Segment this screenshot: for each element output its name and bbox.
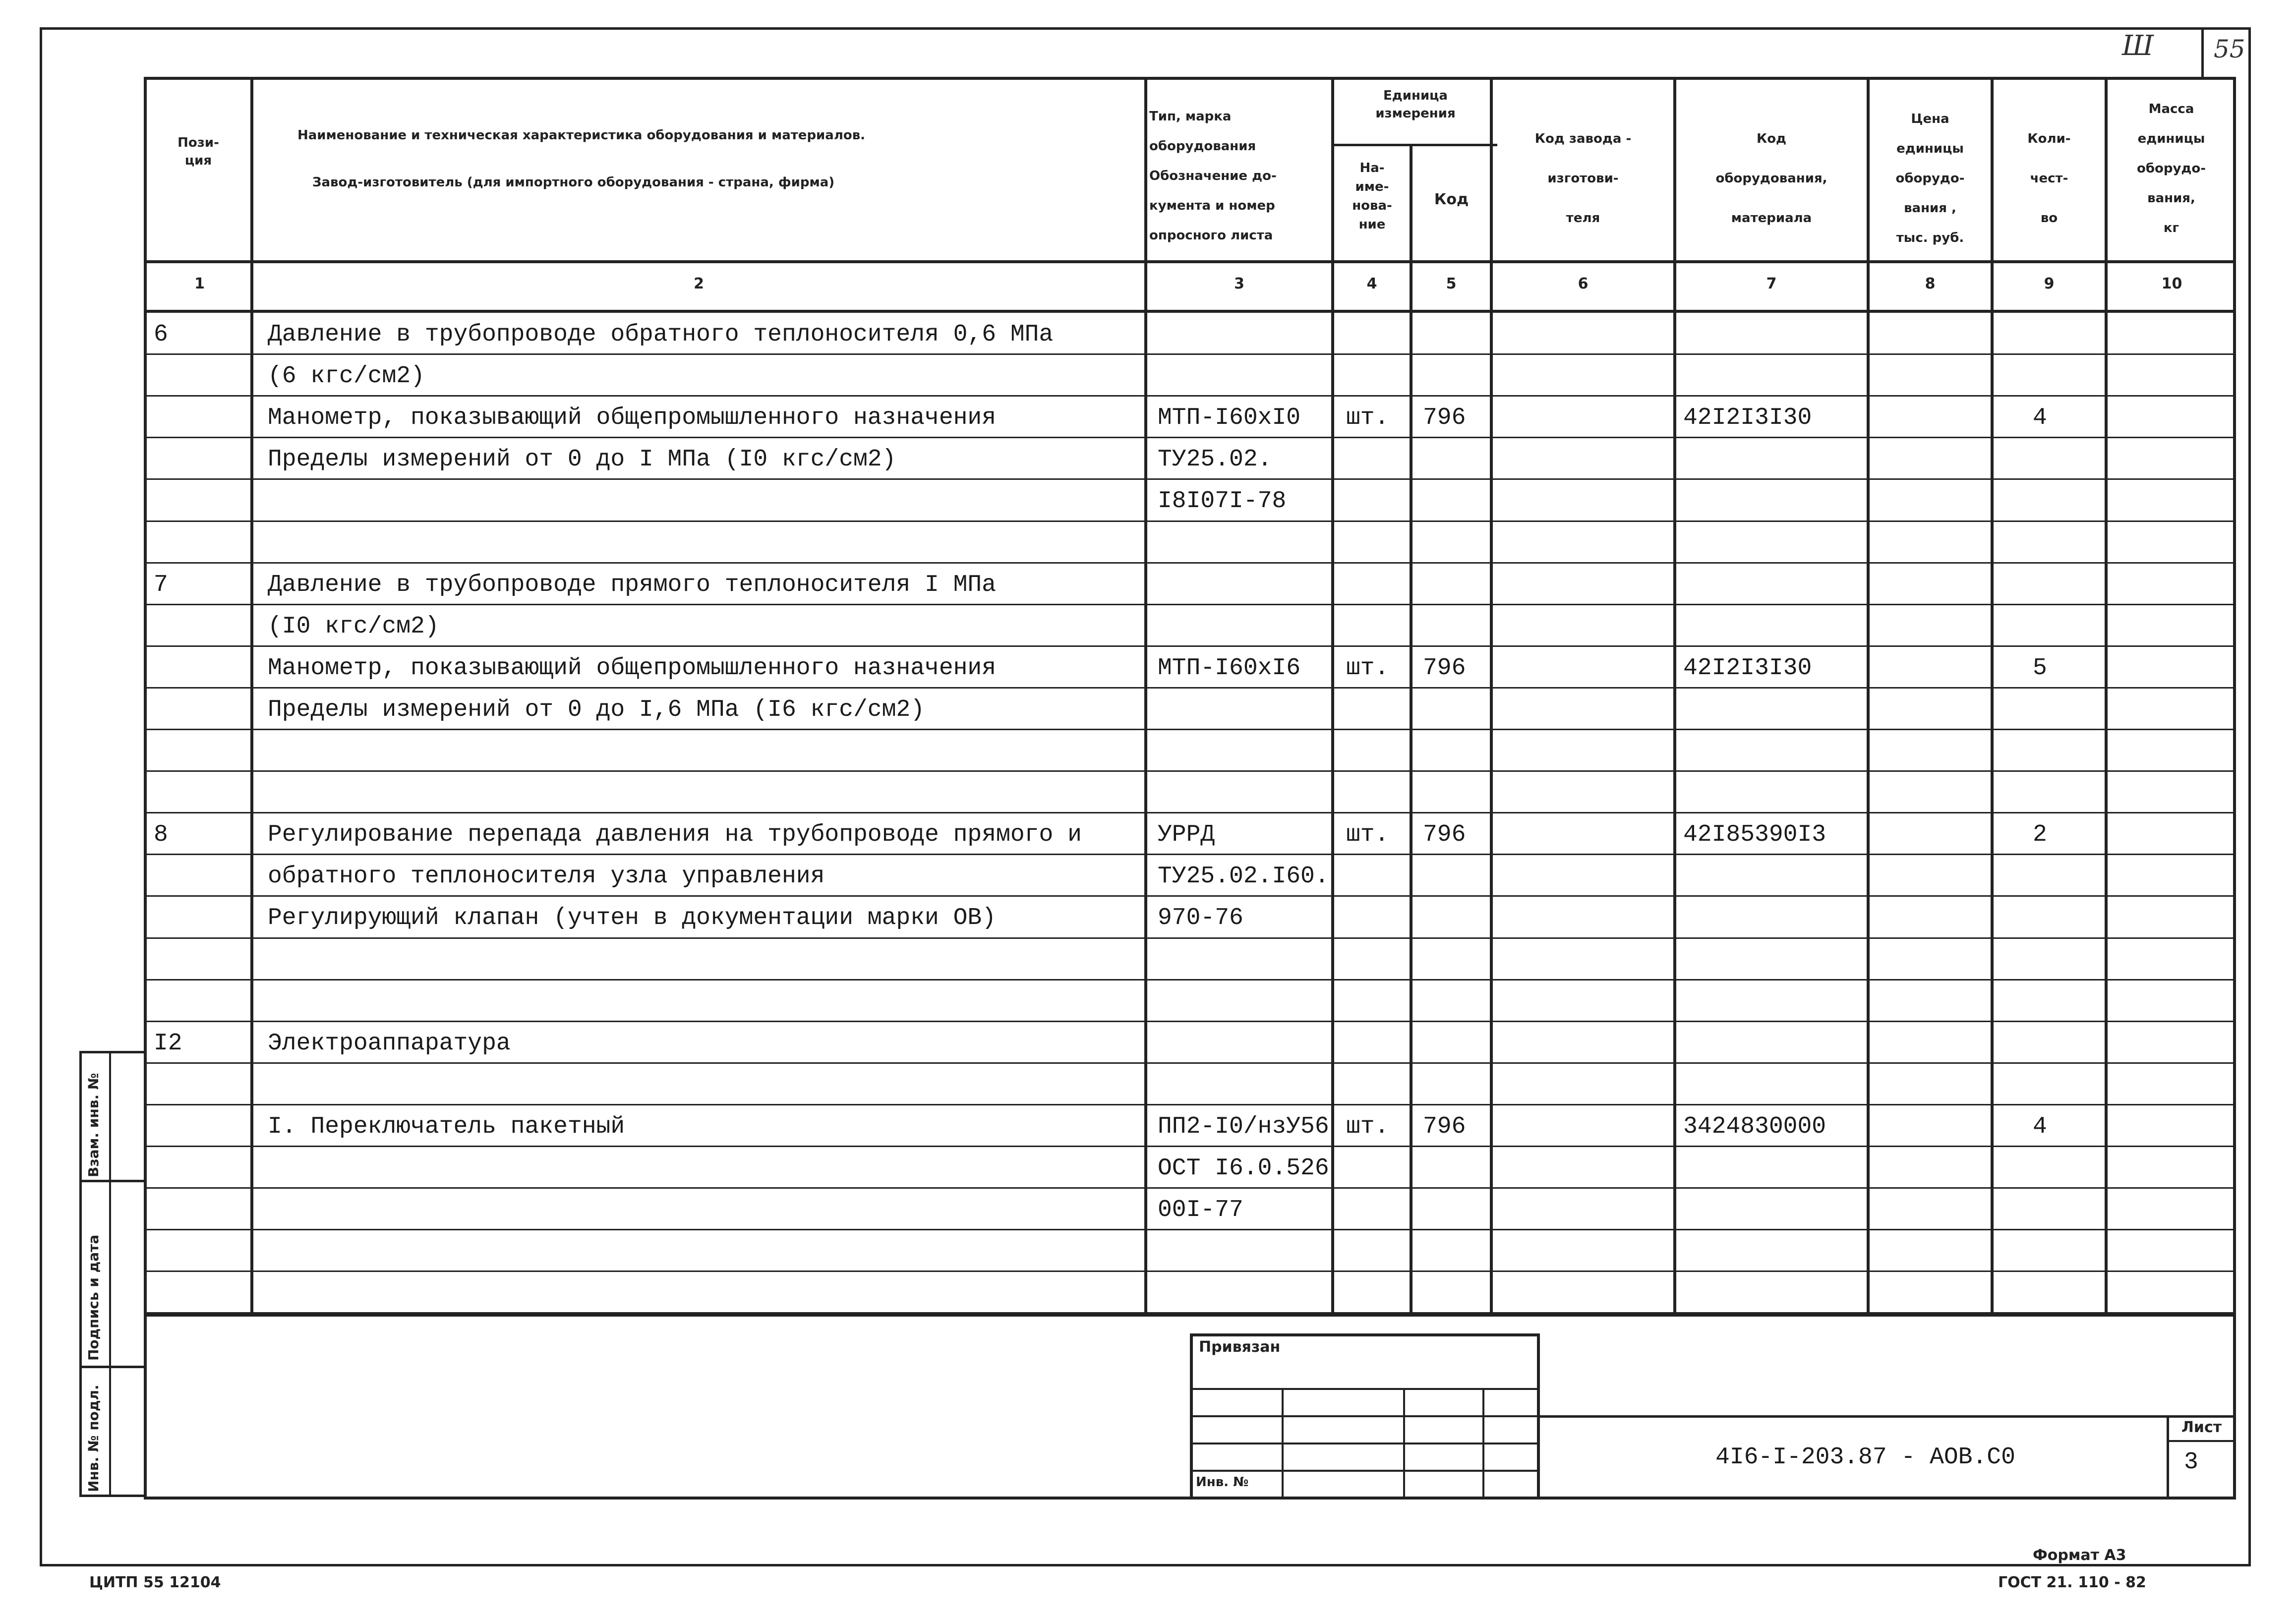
row-separator bbox=[144, 604, 2236, 605]
cell-equipment-code: 3424830000 bbox=[1683, 1113, 1826, 1140]
colnum-10: 10 bbox=[2161, 275, 2182, 292]
stamp-bound-col-3 bbox=[1482, 1388, 1484, 1500]
header-position: Пози- ция bbox=[177, 135, 219, 168]
row-separator bbox=[144, 854, 2236, 855]
cell-unit-code: 796 bbox=[1423, 654, 1466, 682]
cell-equipment-code: 42I2I3I30 bbox=[1683, 404, 1812, 432]
sheet-number: 3 bbox=[2184, 1449, 2198, 1476]
stamp-bound-row-2 bbox=[1190, 1415, 1539, 1417]
row-separator bbox=[144, 1187, 2236, 1189]
cell-name: Пределы измерений от 0 до I МПа (I0 кгс/см2) bbox=[268, 446, 896, 473]
row-separator bbox=[144, 1104, 2236, 1105]
cell-type: МТП-I60хI0 bbox=[1158, 404, 1301, 432]
cell-type: 00I-77 bbox=[1158, 1197, 1243, 1224]
colnum-bottom-line bbox=[144, 310, 2236, 313]
row-separator bbox=[144, 437, 2236, 438]
row-separator bbox=[144, 937, 2236, 939]
cell-name: Давление в трубопроводе обратного теплоносителя 0,6 МПа bbox=[268, 321, 1054, 348]
footer-index: ЦИТП 55 12104 bbox=[89, 1574, 221, 1591]
cell-type: ТУ25.02. bbox=[1158, 446, 1272, 473]
stamp-bound-row-4 bbox=[1190, 1470, 1539, 1472]
stamp-bound-row-3 bbox=[1190, 1443, 1539, 1444]
col-line-8 bbox=[1991, 77, 1994, 1314]
cell-type: I8I07I-78 bbox=[1158, 488, 1287, 515]
cell-equipment-code: 42I85390I3 bbox=[1683, 821, 1826, 849]
stamp-bound-col-2 bbox=[1403, 1388, 1405, 1500]
row-separator bbox=[144, 1021, 2236, 1022]
colnum-6: 6 bbox=[1578, 275, 1589, 292]
stamp-bound-label: Привязан bbox=[1199, 1338, 1281, 1356]
col-line-2 bbox=[1144, 77, 1147, 1314]
cell-unit-name: шт. bbox=[1346, 1113, 1389, 1140]
cell-name: Давление в трубопроводе прямого теплоносителя I МПа bbox=[268, 571, 997, 598]
colnum-9: 9 bbox=[2044, 275, 2055, 292]
side-strip-mid bbox=[109, 1051, 111, 1497]
side-strip-top bbox=[79, 1051, 146, 1053]
side-strip-bottom bbox=[79, 1495, 146, 1497]
cell-name: Манометр, показывающий общепромышленного назначения bbox=[268, 404, 997, 432]
footer-format: Формат А3 bbox=[2033, 1547, 2126, 1564]
cell-type: ПП2-I0/нзУ56 bbox=[1158, 1113, 1329, 1140]
row-separator bbox=[144, 1270, 2236, 1272]
cell-type: ОСТ I6.0.526 bbox=[1158, 1155, 1329, 1182]
stamp-bound-row-1 bbox=[1190, 1388, 1539, 1390]
header-equipment-code: Код оборудования, материала bbox=[1715, 131, 1827, 226]
row-separator bbox=[144, 895, 2236, 897]
side-strip-div-1 bbox=[79, 1180, 146, 1182]
sheet-mark-page: 55 bbox=[2214, 35, 2245, 63]
footer-gost: ГОСТ 21. 110 - 82 bbox=[1998, 1574, 2146, 1591]
colnum-3: 3 bbox=[1234, 275, 1244, 292]
row-separator bbox=[144, 729, 2236, 730]
col-line-6 bbox=[1673, 77, 1676, 1314]
colnum-8: 8 bbox=[1925, 275, 1936, 292]
stamp-bound-top bbox=[1190, 1333, 1539, 1336]
doc-code-top bbox=[1537, 1415, 2236, 1418]
cell-unit-code: 796 bbox=[1423, 404, 1466, 432]
col-line-5 bbox=[1490, 77, 1493, 1314]
cell-quantity: 4 bbox=[2033, 404, 2047, 432]
row-separator bbox=[144, 520, 2236, 522]
row-separator bbox=[144, 979, 2236, 981]
cell-quantity: 5 bbox=[2033, 654, 2047, 682]
row-separator bbox=[144, 770, 2236, 772]
cell-position: 8 bbox=[154, 821, 168, 849]
cell-position: I2 bbox=[154, 1030, 182, 1057]
side-label-signature-date: Подпись и дата bbox=[85, 1234, 102, 1361]
cell-type: МТП-I60хI6 bbox=[1158, 654, 1301, 682]
col-line-7 bbox=[1867, 77, 1870, 1314]
row-separator bbox=[144, 812, 2236, 813]
colnum-5: 5 bbox=[1446, 275, 1457, 292]
side-strip-left bbox=[79, 1051, 82, 1497]
unit-subheader-line bbox=[1331, 144, 1497, 146]
side-label-replace-inv: Взам. инв. № bbox=[85, 1073, 102, 1177]
header-unit-name: На- име- нова- ние bbox=[1352, 161, 1392, 232]
sheet-label: Лист bbox=[2181, 1419, 2222, 1436]
cell-unit-name: шт. bbox=[1346, 654, 1389, 682]
col-line-9 bbox=[2105, 77, 2108, 1314]
cell-quantity: 2 bbox=[2033, 821, 2047, 849]
header-price: Цена единицы оборудо- вания , тыс. руб. bbox=[1895, 112, 1965, 245]
cell-name: Манометр, показывающий общепромышленного назначения bbox=[268, 654, 997, 682]
row-separator bbox=[144, 687, 2236, 689]
document-code: 4I6-I-203.87 - АОВ.С0 bbox=[1715, 1444, 2015, 1471]
stamp-bound-col-1 bbox=[1282, 1388, 1284, 1500]
row-separator bbox=[144, 1229, 2236, 1230]
row-separator bbox=[144, 478, 2236, 480]
sheet-mark-frame-left bbox=[2201, 27, 2204, 79]
cell-position: 7 bbox=[154, 571, 168, 598]
header-factory-code: Код завода - изготови- теля bbox=[1534, 131, 1632, 226]
sheet-no-box-mid bbox=[2167, 1440, 2236, 1442]
side-label-orig-inv: Инв. № подл. bbox=[85, 1385, 102, 1492]
row-separator bbox=[144, 645, 2236, 647]
colnum-2: 2 bbox=[694, 275, 704, 292]
stamp-inv-label: Инв. № bbox=[1196, 1475, 1249, 1490]
row-separator bbox=[144, 1146, 2236, 1147]
sheet-no-box-left bbox=[2167, 1415, 2169, 1500]
col-line-3 bbox=[1331, 77, 1334, 1314]
cell-name: Электроаппаратура bbox=[268, 1030, 511, 1057]
cell-name: Регулирующий клапан (учтен в документации марки ОВ) bbox=[268, 905, 997, 932]
cell-name: Регулирование перепада давления на трубопроводе прямого и bbox=[268, 821, 1082, 849]
cell-type: ТУ25.02.I60. bbox=[1158, 863, 1329, 890]
cell-unit-code: 796 bbox=[1423, 821, 1466, 849]
header-mass: Масса единицы оборудо- вания, кг bbox=[2136, 102, 2206, 235]
colnum-7: 7 bbox=[1766, 275, 1777, 292]
side-strip-div-2 bbox=[79, 1366, 146, 1368]
colnum-1: 1 bbox=[194, 275, 205, 292]
row-separator bbox=[144, 353, 2236, 355]
header-name-line2: Завод-изготовитель (для импортного оборудования - страна, фирма) bbox=[312, 175, 835, 190]
cell-name: Пределы измерений от 0 до I,6 МПа (I6 кгс/см2) bbox=[268, 696, 925, 723]
cell-unit-code: 796 bbox=[1423, 1113, 1466, 1140]
cell-equipment-code: 42I2I3I30 bbox=[1683, 654, 1812, 682]
cell-quantity: 4 bbox=[2033, 1113, 2047, 1140]
header-unit: Единица измерения bbox=[1375, 88, 1456, 121]
sheet-mark-roman: Ш bbox=[2122, 30, 2154, 62]
cell-name: I. Переключатель пакетный bbox=[268, 1113, 625, 1140]
col-line-1 bbox=[250, 77, 253, 1314]
row-separator bbox=[144, 395, 2236, 397]
cell-name: (I0 кгс/см2) bbox=[268, 613, 439, 640]
cell-type: УРРД bbox=[1158, 821, 1215, 849]
colnum-4: 4 bbox=[1366, 275, 1377, 292]
header-quantity: Коли- чест- во bbox=[2027, 131, 2071, 226]
header-unit-code: Код bbox=[1434, 191, 1469, 208]
cell-unit-name: шт. bbox=[1346, 404, 1389, 432]
header-bottom-line bbox=[144, 260, 2236, 263]
header-name-line1: Наименование и техническая характеристика оборудования и материалов. bbox=[297, 128, 866, 143]
table-bottom-line bbox=[144, 1314, 2236, 1317]
cell-name: обратного теплоносителя узла управления bbox=[268, 863, 825, 890]
row-separator bbox=[144, 1062, 2236, 1064]
cell-type: 970-76 bbox=[1158, 905, 1243, 932]
row-separator bbox=[144, 562, 2236, 564]
cell-name: (6 кгс/см2) bbox=[268, 363, 425, 390]
cell-unit-name: шт. bbox=[1346, 821, 1389, 849]
header-type: Тип, марка оборудования Обозначение до- кумента и номер опросного листа bbox=[1149, 109, 1277, 243]
cell-position: 6 bbox=[154, 321, 168, 348]
